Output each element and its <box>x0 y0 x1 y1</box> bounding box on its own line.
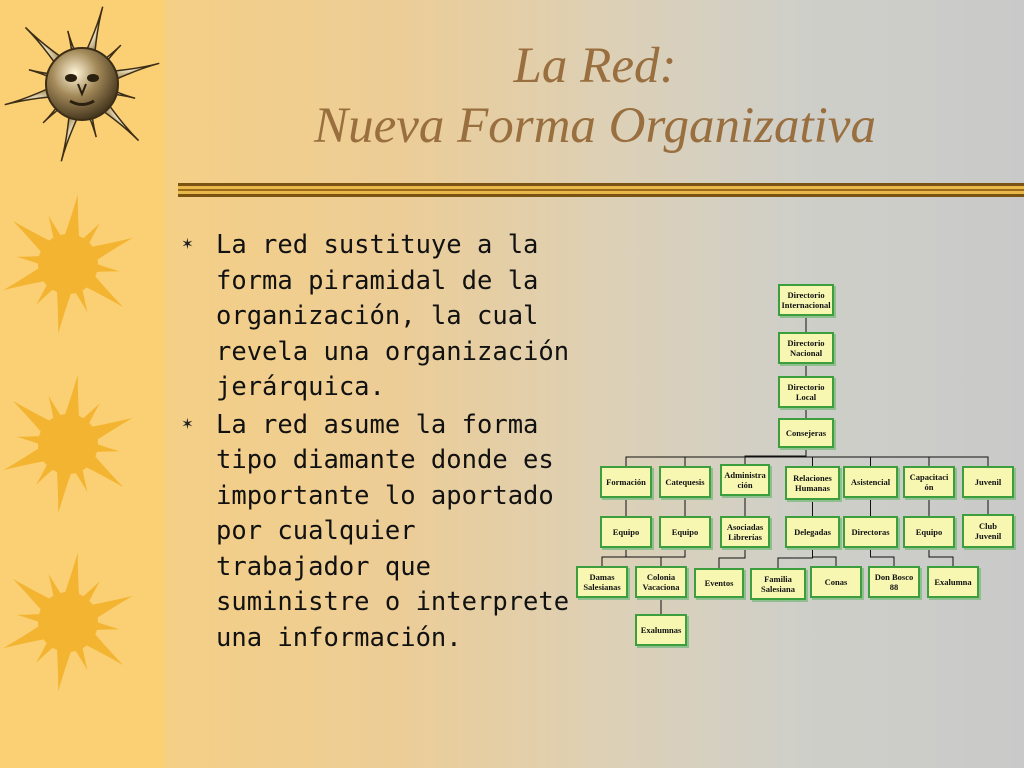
org-node-equipo1: Equipo <box>600 516 652 548</box>
slide-title <box>170 36 1020 156</box>
org-node-eventos: Eventos <box>694 568 744 598</box>
sun-decorations <box>0 0 165 768</box>
sun-icon <box>0 551 138 693</box>
bullet-text: La red asume la forma tipo diamante donde es importante lo aportado por cualquier trabajador que suministre o interprete una información. <box>216 409 570 653</box>
bullet-list <box>182 228 582 658</box>
org-node-club: Club Juvenil <box>962 514 1014 548</box>
org-node-administracion: Administra ción <box>720 464 770 496</box>
sun-icon <box>0 193 138 335</box>
org-connector <box>626 548 661 566</box>
org-connector <box>745 448 806 464</box>
org-node-asociadas: Asociadas Librerías <box>720 516 770 548</box>
org-node-exalumna: Exalumna <box>927 566 979 598</box>
org-node-relaciones: Relaciones Humanas <box>785 466 840 500</box>
org-node-donbosco: Don Bosco 88 <box>868 566 920 598</box>
star-bullet-icon: ✶ <box>182 233 193 254</box>
org-node-colonia: Colonia Vacaciona <box>635 566 687 598</box>
org-connector <box>929 548 953 566</box>
org-connector <box>806 448 988 466</box>
org-connector <box>871 548 895 566</box>
org-node-equipo2: Equipo <box>659 516 711 548</box>
bullet-item <box>182 228 582 406</box>
org-connector <box>602 548 626 566</box>
bullet-text: La red sustituye a la forma piramidal de la organización, la cual revela una organización jerárquica. <box>216 230 570 402</box>
org-connector <box>719 548 745 568</box>
org-node-formacion: Formación <box>600 466 652 498</box>
title-line-2: Nueva Forma Organizativa <box>314 98 876 154</box>
org-chart-connectors <box>560 270 1000 660</box>
org-connector <box>813 548 837 566</box>
org-node-dir-int: Directorio Internacional <box>778 284 834 316</box>
sun-icon <box>0 373 138 515</box>
org-node-conas: Conas <box>810 566 862 598</box>
title-line-1: La Red: <box>513 38 677 94</box>
org-node-juvenil: Juvenil <box>962 466 1014 498</box>
org-node-damas: Damas Salesianas <box>576 566 628 598</box>
org-node-consejeras: Consejeras <box>778 418 834 448</box>
org-node-asistencial: Asistencial <box>843 466 898 498</box>
metal-sun-icon <box>2 4 162 164</box>
org-node-exalumnas: Exalumnas <box>635 614 687 646</box>
org-node-dir-loc: Directorio Local <box>778 376 834 408</box>
org-connector <box>778 548 813 568</box>
org-node-catequesis: Catequesis <box>659 466 711 498</box>
org-node-delegadas: Delegadas <box>785 516 840 548</box>
org-node-dir-nac: Directorio Nacional <box>778 332 834 364</box>
org-node-equipo3: Equipo <box>903 516 955 548</box>
org-node-capacitacion: Capacitaci ón <box>903 466 955 498</box>
star-bullet-icon: ✶ <box>182 412 193 434</box>
org-connector <box>661 548 685 566</box>
title-underline-bar <box>178 181 1024 199</box>
org-node-directoras: Directoras <box>843 516 898 548</box>
org-node-familia: Familia Salesiana <box>750 568 806 600</box>
bullet-item <box>182 408 582 657</box>
